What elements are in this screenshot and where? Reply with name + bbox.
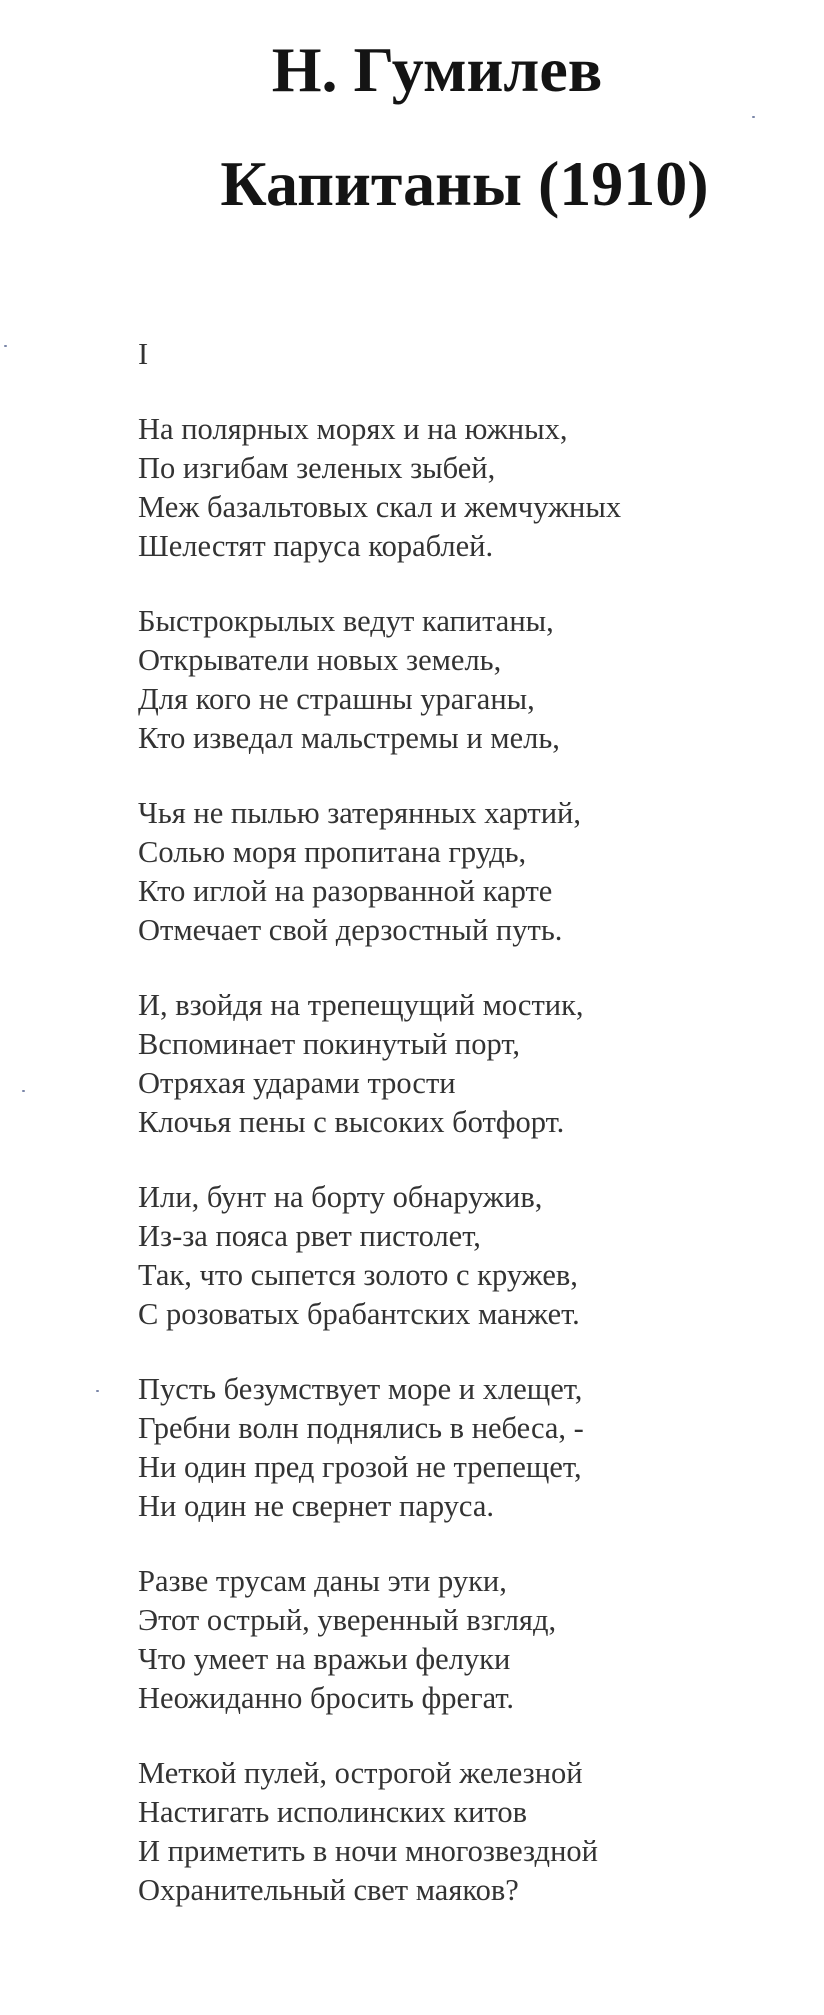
stanza: [138, 986, 798, 1142]
poem-line: Чья не пылью затерянных хартий,: [138, 796, 582, 830]
poem-line: Пусть безумствует море и хлещет,: [138, 1372, 583, 1406]
poem-line: Кто иглой на разорванной карте: [138, 874, 553, 908]
stanza: [138, 1562, 798, 1718]
poem-line: Солью моря пропитана грудь,: [138, 835, 527, 869]
stanza: [138, 1370, 798, 1526]
poem-line: Меткой пулей, острогой железной: [138, 1756, 583, 1790]
poem-line: Отряхая ударами трости: [138, 1066, 456, 1100]
poem-line: Ни один не свернет паруса.: [138, 1489, 495, 1523]
scan-speck: [752, 116, 755, 118]
scan-speck: [96, 1390, 99, 1392]
stanza: [138, 794, 798, 950]
stanza: [138, 1754, 798, 1910]
poem-line: Быстрокрылых ведут капитаны,: [138, 604, 554, 638]
poem-line: Клочья пены с высоких ботфорт.: [138, 1105, 565, 1139]
poem-line: Этот острый, уверенный взгляд,: [138, 1603, 557, 1637]
poem-line: Гребни волн поднялись в небеса, -: [138, 1411, 584, 1445]
poem-line: Так, что сыпется золото с кружев,: [138, 1258, 578, 1292]
poem-line: Отмечает свой дерзостный путь.: [138, 913, 563, 947]
poem-line: На полярных морях и на южных,: [138, 412, 568, 446]
poem-line: Что умеет на вражьи фелуки: [138, 1642, 511, 1676]
poem-line: Охранительный свет маяков?: [138, 1873, 519, 1907]
stanza: [138, 602, 798, 758]
poem-line: Ни один пред грозой не трепещет,: [138, 1450, 582, 1484]
poem-line: Настигать исполинских китов: [138, 1795, 528, 1829]
poem-line: Кто изведал мальстремы и мель,: [138, 721, 560, 755]
poem-line: И, взойдя на трепещущий мостик,: [138, 988, 584, 1022]
scan-speck: [4, 345, 7, 347]
poem-line: Неожиданно бросить фрегат.: [138, 1681, 514, 1715]
author-name: Н. Гумилев: [271, 34, 603, 105]
poem-line: Разве трусам даны эти руки,: [138, 1564, 507, 1598]
stanza: [138, 410, 798, 566]
part-number: I: [138, 337, 149, 371]
stanza: [138, 1178, 798, 1334]
poem-line: Для кого не страшны ураганы,: [138, 682, 535, 716]
poem-line: По изгибам зеленых зыбей,: [138, 451, 496, 485]
poem-line: Из-за пояса рвет пистолет,: [138, 1219, 481, 1253]
scan-speck: [22, 1090, 25, 1092]
poem-line: Открыватели новых земель,: [138, 643, 502, 677]
poem-title: Капитаны (1910): [220, 148, 709, 219]
poem-line: И приметить в ночи многозвездной: [138, 1834, 598, 1868]
poem-body: [138, 335, 798, 1946]
poem-line: Шелестят паруса кораблей.: [138, 529, 494, 563]
poem-line: Или, бунт на борту обнаружив,: [138, 1180, 543, 1214]
poem-line: Вспоминает покинутый порт,: [138, 1027, 520, 1061]
poem-line: Меж базальтовых скал и жемчужных: [138, 490, 622, 524]
poem-line: С розоватых брабантских манжет.: [138, 1297, 580, 1331]
